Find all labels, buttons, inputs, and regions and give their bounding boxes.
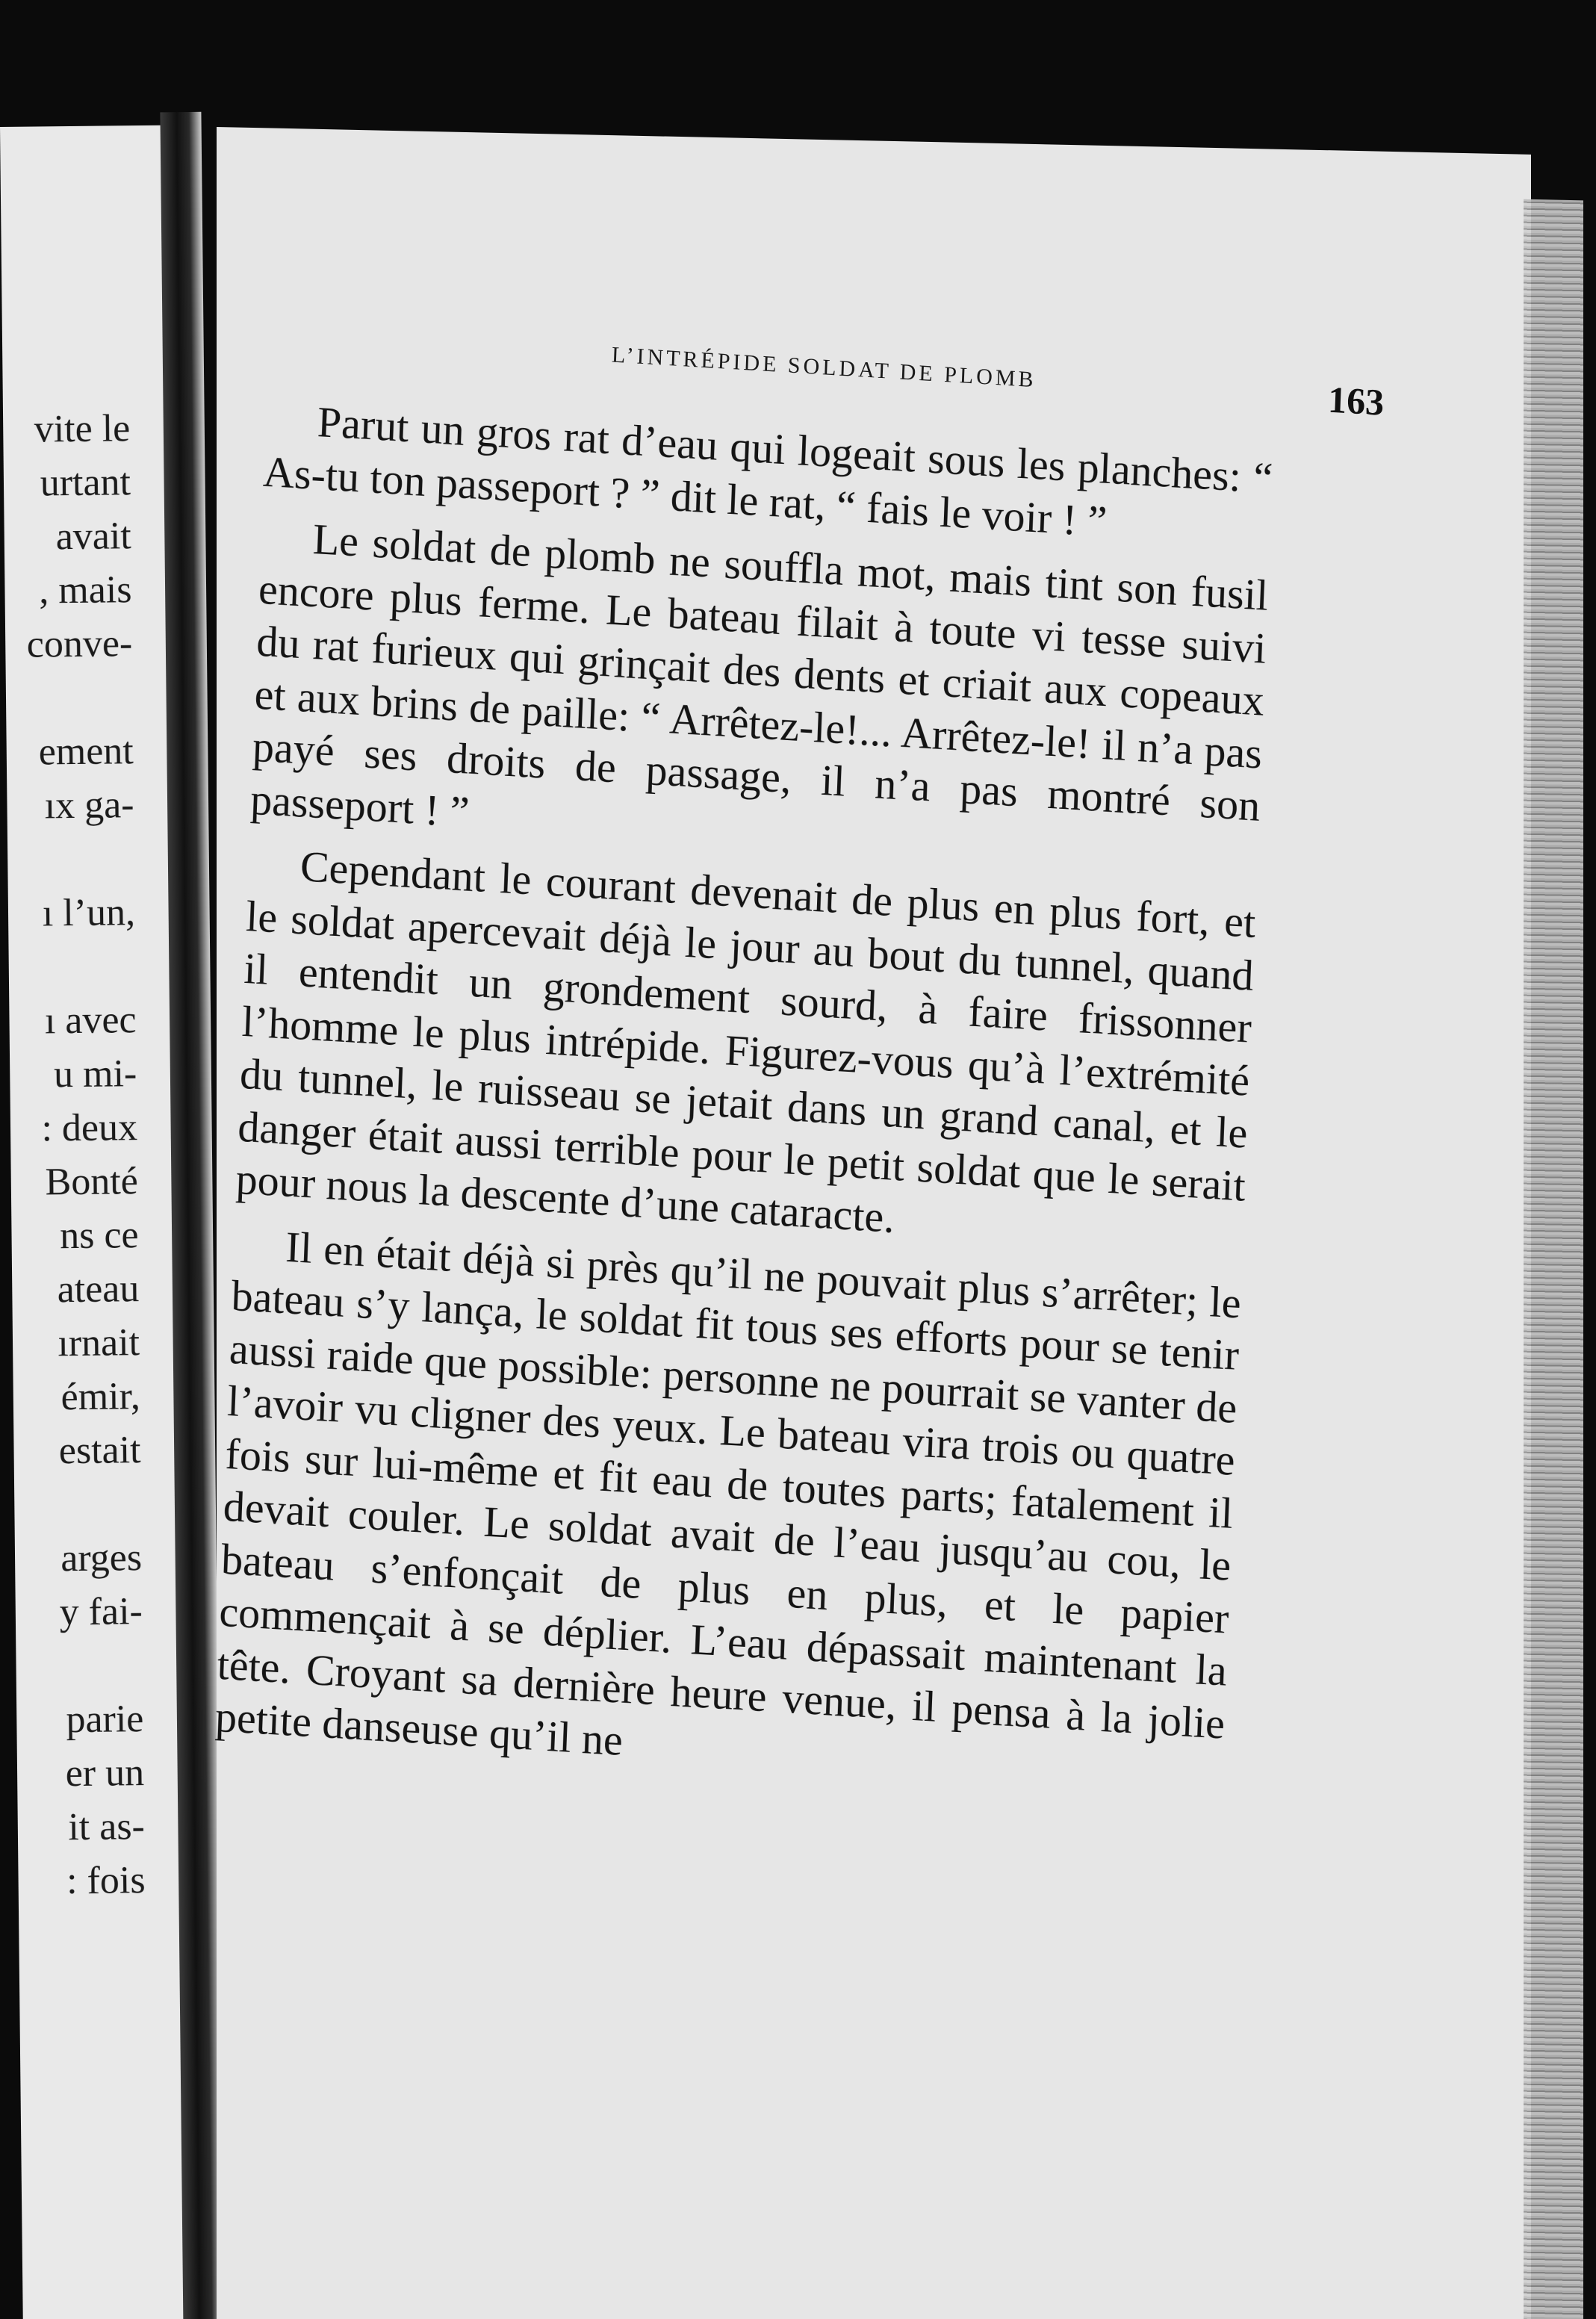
- paragraph: Il en était déjà si près qu’il ne pouvait plus s’arrêter; le bateau s’y lança, le soldat fit tous ses efforts pour se tenir aussi raide que possible: personne ne pourrait se vanter de l’avoir vu cligner des yeux. Le bateau vira trois ou quatre fois sur lui-même et fit eau de toutes parts; fatalement il devait couler. Le soldat avait de l’eau jusqu’au cou, le bateau s’enfonçait de plus en plus, et le papier commençait à se déplier. L’eau dépassait maintenant la tête. Croyant sa dernière heure venue, il pensa à la jolie petite danseuse qu’il ne: [214, 1222, 1242, 1765]
- left-page-line: ı avec: [44, 999, 137, 1043]
- left-page-line: ırnait: [58, 1321, 140, 1365]
- left-page-line: [30, 940, 136, 994]
- page-content: [214, 128, 1385, 1765]
- paragraph: Parut un gros rat d’eau qui logeait sous les planches: “ As-tu ton passeport ? ” dit le rat, “ fais le voir ! ”: [262, 397, 1274, 546]
- left-page-line: it as-: [68, 1805, 146, 1849]
- left-page-line: u mi-: [53, 1052, 137, 1096]
- left-page-line: , mais: [38, 568, 132, 612]
- page-edge: [1524, 199, 1583, 2319]
- running-head: L’INTRÉPIDE SOLDAT DE PLOMB: [611, 342, 1037, 393]
- left-page-line: urtant: [40, 461, 131, 505]
- body-text: [214, 393, 1273, 1815]
- left-page-line: [27, 671, 133, 725]
- left-page-line: : deux: [41, 1106, 138, 1150]
- left-page-line: estait: [58, 1429, 141, 1473]
- left-page-line: avait: [55, 515, 132, 559]
- paragraph: Le soldat de plomb ne souffla mot, mais tint son fusil encore plus ferme. Le bateau filait à toute vi tesse suivi du rat furieux qui grinçait des dents et criait aux copeaux et aux brins de paille: “ Arrêtez-le!... Arrêtez-le! il n’a pas payé ses droits de passage, il n’a pas montré son passeport ! ”: [249, 515, 1270, 836]
- left-page-line: ı l’un,: [42, 891, 136, 935]
- left-page-line: [37, 1639, 143, 1693]
- left-page-line: vite le: [34, 407, 131, 451]
- left-page-line: arges: [60, 1536, 143, 1580]
- left-page-line: conve-: [26, 622, 133, 666]
- right-page: [214, 127, 1531, 2319]
- left-page-text: [24, 402, 146, 1908]
- left-page-line: y fai-: [59, 1590, 143, 1634]
- left-page-line: ement: [38, 730, 134, 774]
- left-page-line: ateau: [57, 1267, 140, 1311]
- left-page-line: Bonté: [45, 1160, 139, 1204]
- left-page-line: er un: [65, 1751, 145, 1795]
- left-page-line: ıx ga-: [44, 783, 134, 828]
- paragraph: Cependant le courant devenait de plus en plus fort, et le soldat apercevait déjà le jour au bout du tunnel, quand il entendit un grondement sourd, à faire frissonner l’homme le plus intrépide. Figurez-vous qu’à l’extrémité du tunnel, le ruisseau se jetait dans un grand canal, et le danger était aussi terrible pour le petit soldat que le serait pour nous la descente d’une cataracte.: [235, 842, 1257, 1242]
- left-page-line: [35, 1477, 141, 1532]
- left-page-line: émir,: [60, 1375, 141, 1419]
- page-number: 163: [1327, 378, 1385, 423]
- left-page-line: parie: [66, 1698, 144, 1742]
- left-page-line: ns ce: [59, 1214, 139, 1258]
- left-page-line: [28, 832, 134, 887]
- left-page-line: : fois: [66, 1859, 146, 1903]
